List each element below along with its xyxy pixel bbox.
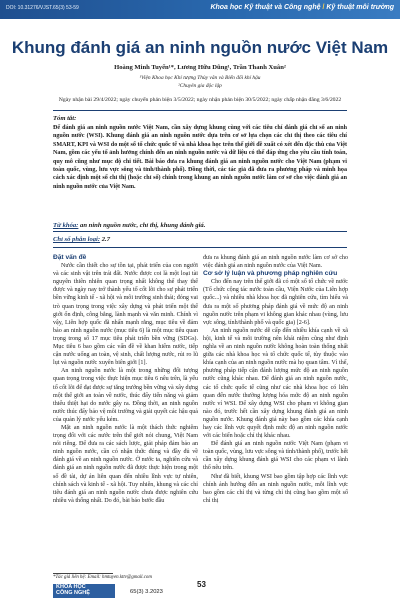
- paragraph: đưa ra khung đánh giá an ninh nguồn nước làm cơ sở cho việc đánh giá an ninh nguồn nước của Việt Nam.: [203, 255, 348, 270]
- keywords-label: Từ khóa:: [53, 222, 79, 229]
- footnote: *Tác giả liên hệ: Email: hmtuyen.kttv@gmail.com: [53, 575, 152, 580]
- abstract-text: Để đánh giá an ninh nguồn nước Việt Nam, cần xây dựng khung cùng với các tiêu chí đánh giá chỉ số an ninh nguồn nước (WSI). Khung đánh giá an ninh nguồn nước dựa trên cơ sở lựa chọn các chỉ thị theo các tiêu chí SMART, KPI và WSI do một số tổ chức quốc tế và nhà khoa học trên thế giới đề xuất có xét đến đặc thù của Việt Nam, gồm các yếu tố ảnh hưởng chính đến an ninh nguồn nước và dữ liệu có thể đáp ứng cho yêu cầu tính toán, quy mô cũng như mục độ chi tiết. Bài báo đưa ra khung đánh giá an ninh nguồn nước cho Việt Nam (phạm vi toàn quốc, vùng, lưu vực sông và tỉnh/thành phố). Đồng thời, các tác giả đã đưa ra phương pháp và minh họa cách xác định một số chỉ thị (hoặc chỉ số) chính trong khung an ninh nguồn nước làm cơ sở cho việc đánh giá an ninh nguồn nước của Việt Nam.: [53, 125, 347, 190]
- doi-text: DOI: 10.31276/VJST.65(3) 53-59: [6, 5, 79, 11]
- affiliation-2: ²Chuyên gia độc lập: [178, 83, 222, 89]
- affiliation-1: ¹Viện Khoa học Khí tượng Thủy văn và Biến đổi khí hậu: [139, 75, 261, 81]
- journal-separator: /: [322, 4, 325, 11]
- journal-subsection: Kỹ thuật môi trường: [326, 4, 394, 11]
- paragraph: Cho đến nay trên thế giới đã có một số tổ chức về nước (Tổ chức cộng tác nước toàn cầu, Viện Nước của Liên hợp quốc...) và nhiều nhà khoa học đã nghiên cứu, tìm hiểu và đưa ra một số phương pháp đánh giá về mức độ an ninh nguồn nước trên phạm vi không gian khác nhau (vùng, lưu vực sông, tỉnh/thành phố và quốc gia) [2-6].: [203, 279, 348, 326]
- abstract-heading: Tóm tắt:: [53, 115, 77, 122]
- section-heading-intro: Đặt vấn đề: [53, 254, 87, 261]
- body-column-left: [53, 254, 198, 505]
- paragraph: Như đã biết, khung WSI bao gồm tập hợp các lĩnh vực chính ảnh hưởng đến an ninh nguồn nước, mỗi lĩnh vực bao gồm các chỉ thị và từng chỉ thị cũng bao gồm một số chỉ thị: [203, 473, 348, 504]
- abstract-bottom-rule: [53, 247, 347, 248]
- article-dates: Ngày nhận bài 29/4/2022; ngày chuyển phản biện 3/5/2022; ngày nhận phản biện 30/5/2022; ngày chấp nhận đăng 3/6/2022: [58, 97, 342, 103]
- paragraph: An ninh nguồn nước dễ cấp đến nhiều khía cạnh về xã hội, kinh tế và môi trường nên khái niệm cũng như định nghĩa về an ninh nguồn nước không hoàn toàn thống nhất giữa các nhà khoa học và tổ chức quốc tế, tùy thuộc vào khía cạnh của an ninh nguồn nước mà họ quan tâm. Vì thế, phương pháp tiếp cận đánh lượng mức độ an ninh nguồn nước cũng khác nhau. Để đánh giá an ninh nguồn nước, các tổ chức quốc tế cũng như các nhà khoa học có liên quan đến nước thường lượng hóa mức độ an ninh nguồn nước ví WSI. Để xây dựng WSI cho phạm vi không gian nào đó, trước hết cần xây dựng khung đánh giá an ninh nguồn nước. Khung đánh giá này bao gồm các khía cạnh hay các lĩnh vực quyết định mức độ an ninh nguồn nước với các biến hoặc chỉ thị khác nhau.: [203, 327, 348, 440]
- classification-line: [53, 236, 110, 243]
- keywords-value: an ninh nguồn nước, chỉ thị, khung đánh giá.: [80, 222, 206, 229]
- classification-value: 2.7: [101, 236, 110, 243]
- issue-number: 65(3) 3.2023: [130, 589, 163, 595]
- paragraph: An ninh nguồn nước là một trong những đối tượng quan trọng trong việc thực hiện mục tiêu 6 nêu trên, là yếu tố cốt lõi để đạt được sự tăng trưởng bền vững và xây dựng một thế giới an toàn về nước, thúc đẩy tiến năng và giảm thiểu thiệt hại do nước gây ra. Đồng thời, an ninh nguồn nước thúc đẩy bảo vệ môi trường và giải quyết các hậu quả của quản lý nước yếu kém.: [53, 368, 198, 423]
- paragraph: Để đánh giá an ninh nguồn nước Việt Nam (phạm vi toàn quốc, vùng, lưu vực sông và tỉnh/thành phố), trước hết cần xây dựng khung đánh giá WSI cho các phạm vi lãnh thổ nêu trên.: [203, 441, 348, 472]
- journal-section: [210, 4, 394, 11]
- body-column-right: [203, 254, 348, 505]
- abstract-top-rule: [53, 110, 347, 111]
- page-number: 53: [197, 580, 206, 589]
- article-title: Khung đánh giá an ninh nguồn nước Việt Nam: [11, 38, 389, 57]
- logo-line-2: CÔNG NGHỆ: [56, 590, 90, 596]
- keywords-line: [53, 222, 205, 229]
- journal-name: Khoa học Kỹ thuật và Công nghệ: [210, 4, 321, 11]
- footnote-rule: [53, 573, 113, 574]
- paragraph: Nước cần thiết cho sự tồn tại, phát triển của con người và các sinh vật trên trái đất. Nước được coi là một loại tài nguyên thiên nhiên quan trọng nhất không thể thay thế được và ngày nay trở thành yếu tố cốt lõi cho sự phát triển bền vững kinh tế - xã hội và môi trường sinh thái; đóng vai trò quan trọng trong việc xây dựng và phát triển một thế giới ổn định, công bằng, lành mạnh và văn minh. Chính vì vậy, Liên hợp quốc đã nhấn mạnh rằng, mục tiêu về đảm bảo an ninh nguồn nước (mục tiêu 6) là một mục tiêu quan trọng trong số 17 mục tiêu phát triển bền vững (SDGs). Mục tiêu 6 bao gồm các vấn đề về khan hiếm nước, tiếp cận nước uống an toàn, vệ sinh, chất lượng nước, rủi ro lũ lụt và nguồn nước xuyên biên giới [1].: [53, 263, 198, 367]
- paragraph: Mặt an ninh nguồn nước là một thách thức nghiêm trọng đối với các nước trên thế giới nói chung, Việt Nam nói riêng. Để đưa ra các sách lược, giải pháp đảm bảo an ninh nguồn nước, cần có nhận thức đúng và đầy đủ về đánh giá về an ninh nguồn nước. Ở nước ta, nghiên cứu và đánh giá an ninh nguồn nước đã được thực hiện trong một số đề tài, dự án liên quan đến nhiều lĩnh vực tự nhiên, chính sách và kinh tế - xã hội. Tuy nhiên, khung và các chỉ tiêu đánh giá an ninh nguồn nước chưa được nghiên cứu nhiều và thống nhất. Do đó, bài báo bước đầu: [53, 424, 198, 504]
- journal-logo: [53, 584, 115, 598]
- logo-line-1: KHOA HỌC: [56, 584, 86, 590]
- journal-header-bar: [0, 0, 400, 19]
- keywords-rule: [53, 231, 347, 232]
- article-authors: Hoàng Minh Tuyển¹*, Lương Hữu Dũng¹, Trần Thanh Xuân²: [114, 64, 286, 71]
- section-heading-methods: Cơ sở lý luận và phương pháp nghiên cứu: [203, 270, 338, 278]
- classification-label: Chỉ số phân loại:: [53, 236, 101, 243]
